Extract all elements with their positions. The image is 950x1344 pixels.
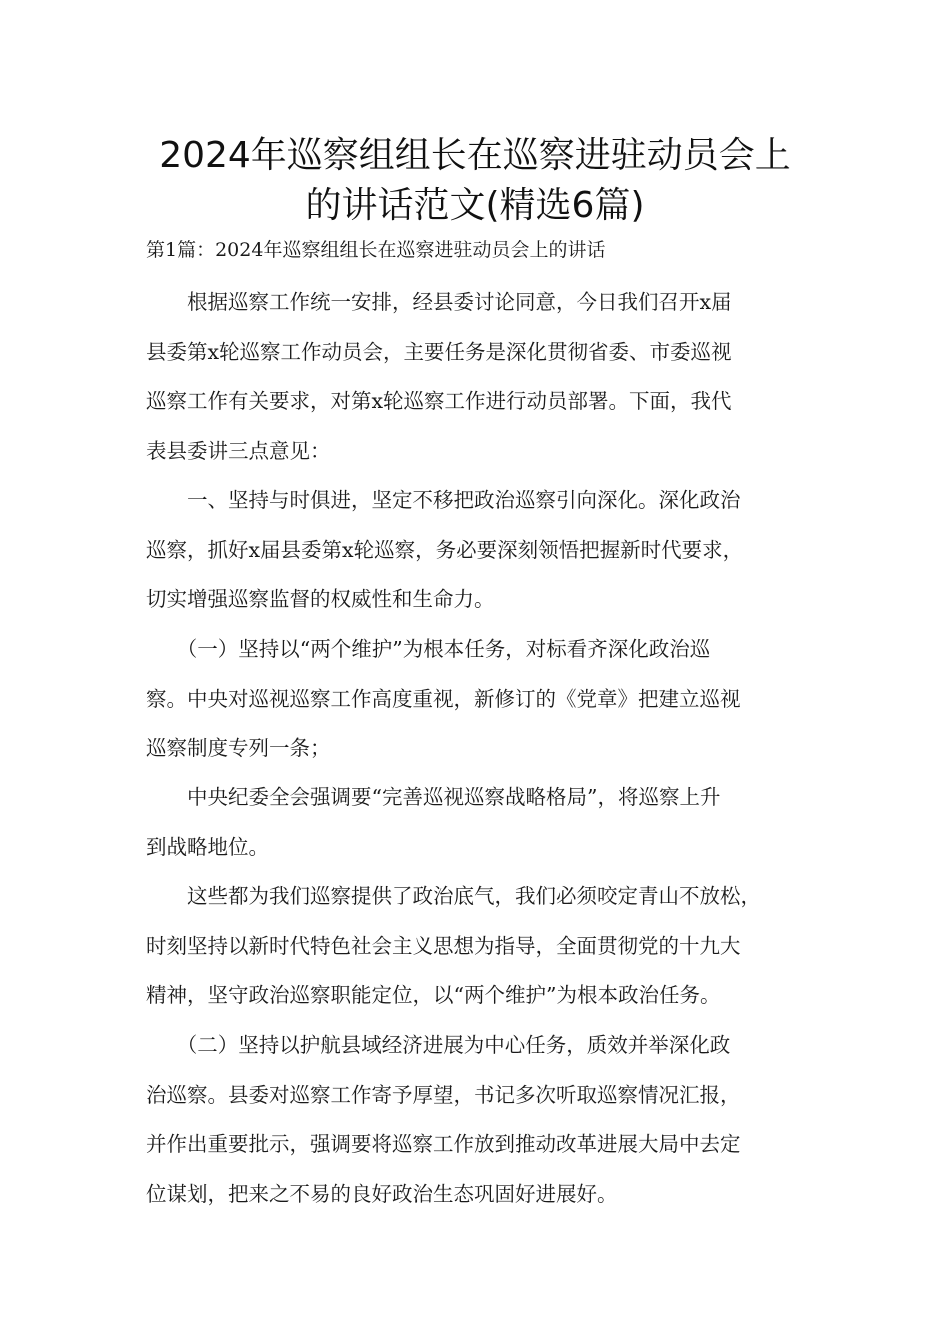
- paragraph-4: [146, 773, 826, 872]
- paragraph-line: 巡察制度专列一条；: [146, 736, 331, 760]
- paragraph-line: 到战略地位。: [146, 834, 269, 859]
- paragraph-line: 巡察，抓好x届县委第x轮巡察，务必要深刻领悟把握新时代要求，: [146, 537, 744, 562]
- paragraph-1: [146, 278, 826, 476]
- paragraph-line: 这些都为我们巡察提供了政治底气，我们必须咬定青山不放松，: [146, 884, 761, 908]
- paragraph-3: [146, 625, 826, 774]
- paragraph-line: 位谋划，把来之不易的良好政治生态巩固好进展好。: [146, 1181, 618, 1206]
- paragraph-line: 根据巡察工作统一安排，经县委讨论同意，今日我们召开x届: [146, 290, 732, 314]
- paragraph-line: 巡察工作有关要求，对第x轮巡察工作进行动员部署。下面，我代: [146, 389, 732, 413]
- paragraph-line: 一、坚持与时俱进，坚定不移把政治巡察引向深化。深化政治: [146, 488, 741, 512]
- paragraph-line: 表县委讲三点意见：: [146, 438, 331, 463]
- paragraph-line: 并作出重要批示，强调要将巡察工作放到推动改革进展大局中去定: [146, 1132, 741, 1156]
- document-title-line-1: 2024年巡察组组长在巡察进驻动员会上: [159, 135, 791, 176]
- section-heading: 第1篇：2024年巡察组组长在巡察进驻动员会上的讲话: [146, 239, 606, 261]
- paragraph-line: 察。中央对巡视巡察工作高度重视，新修订的《党章》把建立巡视: [146, 686, 741, 711]
- paragraph-6: [146, 1021, 826, 1219]
- paragraph-line: 时刻坚持以新时代特色社会主义思想为指导，全面贯彻党的十九大: [146, 933, 741, 958]
- paragraph-line: 中央纪委全会强调要“完善巡视巡察战略格局”，将巡察上升: [146, 785, 721, 809]
- document-title-line-2: 的讲话范文(精选6篇): [305, 185, 645, 226]
- paragraph-2: [146, 476, 826, 625]
- paragraph-line: 县委第x轮巡察工作动员会，主要任务是深化贯彻省委、市委巡视: [146, 339, 732, 364]
- paragraph-line: （一）坚持以“两个维护”为根本任务，对标看齐深化政治巡: [146, 637, 711, 661]
- paragraph-line: （二）坚持以护航县域经济进展为中心任务，质效并举深化政: [146, 1033, 731, 1057]
- paragraph-5: [146, 872, 826, 1021]
- paragraph-line: 精神，坚守政治巡察职能定位，以“两个维护”为根本政治任务。: [146, 983, 721, 1007]
- paragraph-line: 治巡察。县委对巡察工作寄予厚望，书记多次听取巡察情况汇报，: [146, 1082, 741, 1107]
- paragraph-line: 切实增强巡察监督的权威性和生命力。: [146, 587, 495, 611]
